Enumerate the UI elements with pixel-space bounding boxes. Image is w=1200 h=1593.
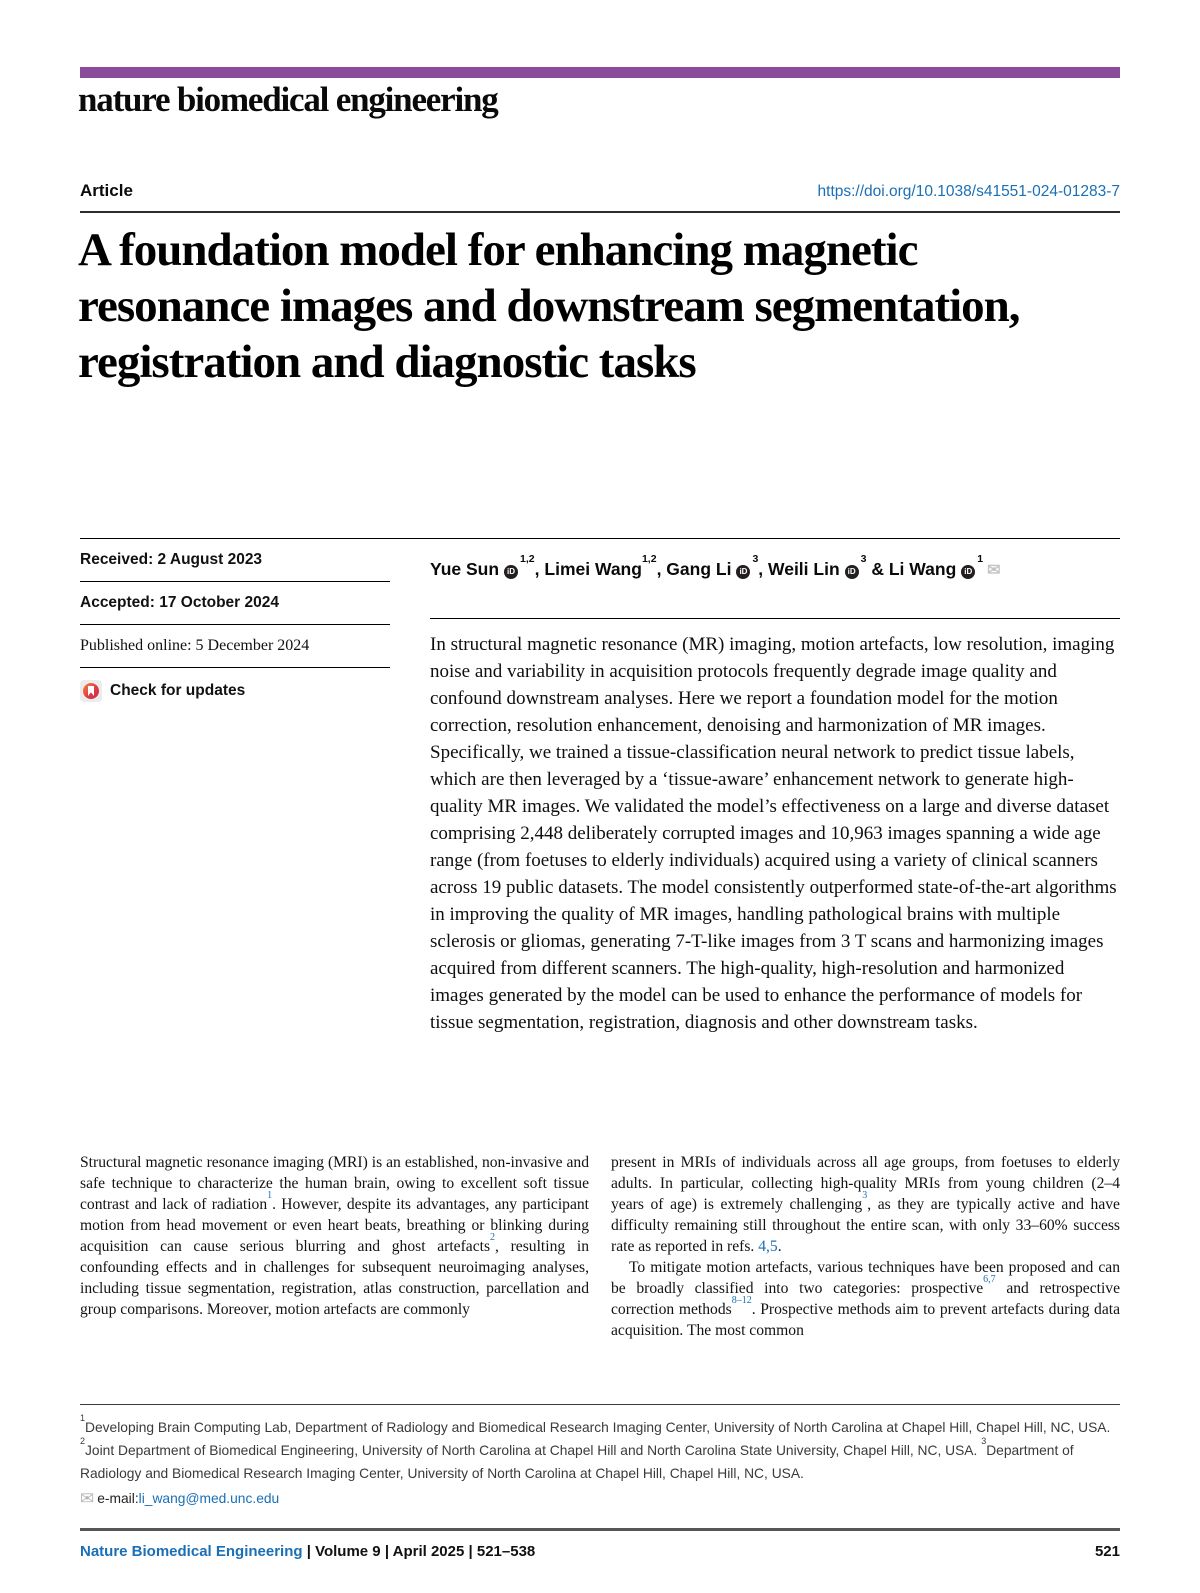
author-name: Li Wang	[888, 558, 957, 579]
footer-citation	[80, 1543, 535, 1560]
email-label: e-mail:	[97, 1491, 139, 1506]
body-paragraph: To mitigate motion artefacts, various techniques have been proposed and can be broadly classified into two categories: prospective$^{6,7}$ and retrospective correction methods$^{8-12}$. Prospective methods aim to prevent artefacts during data acquisition. The most common	[611, 1259, 1120, 1339]
body-paragraph: present in MRIs of individuals across all age groups, from foetuses to elderly adults. In particular, collecting high-quality MRIs from young children (2–4 years of age) is extremely challenging$^3$, as they are typically active and have difficulty remaining still throughout the entire scan, with only 33–60% success rate as reported in refs. 4,5.	[611, 1154, 1120, 1255]
journal-logo: nature biomedical engineering	[78, 80, 498, 119]
affiliation-text-segment: Developing Brain Computing Lab, Department of Radiology and Biomedical Research Imaging Center, University of North Carolina at Chapel Hill, Chapel Hill, NC, USA.	[85, 1420, 1111, 1435]
metadata-panel	[80, 538, 1120, 1036]
affiliations-text	[80, 1413, 1120, 1485]
footer-volume-info: | Volume 9 | April 2025 | 521–538	[302, 1543, 536, 1560]
check-updates-badge[interactable]	[80, 668, 390, 714]
citation-ref[interactable]: 6,7	[983, 1273, 996, 1285]
orcid-icon[interactable]: iD	[961, 565, 975, 579]
check-updates-label: Check for updates	[110, 682, 246, 699]
affiliation-text-segment: Department of Radiology and Biomedical Research Imaging Center, University of North Carolina at Chapel Hill, Chapel Hill, NC, USA.	[80, 1443, 1074, 1481]
citation-ref[interactable]: 1	[267, 1189, 273, 1201]
orcid-icon[interactable]: iD	[845, 565, 859, 579]
published-row: Published online: 5 December 2024	[80, 625, 390, 668]
page-number: 521	[1094, 1543, 1120, 1560]
citation-ref[interactable]: 2	[490, 1231, 496, 1243]
accepted-row: Accepted: 17 October 2024	[80, 582, 390, 625]
affiliation-text-segment: Joint Department of Biomedical Engineering, University of North Carolina at Chapel Hill and North Carolina State University, Chapel Hill, NC, USA.	[85, 1443, 982, 1458]
footnote-panel	[80, 1404, 1120, 1510]
header-rule	[80, 211, 1120, 213]
citation-ref[interactable]: 8–12	[731, 1294, 752, 1306]
article-type-label: Article	[80, 181, 133, 200]
corresponding-envelope-icon[interactable]: ✉	[987, 561, 1001, 579]
body-column-right	[611, 1152, 1120, 1341]
author-name: Yue Sun	[430, 558, 500, 579]
author-affiliation-sup: 1	[977, 553, 984, 565]
body-paragraph: Structural magnetic resonance imaging (MRI) is an established, non-invasive and safe technique to characterize the human brain, owing to excellent soft tissue contrast and lack of radiation$^1$. However, despite its advantages, any participant motion from head movement or even heart beats, breathing or blinking during acquisition can cause serious blurring and ghost artefacts$^2$, resulting in confounding effects and in challenges for subsequent neuroimaging analyses, including tissue segmentation, registration, atlas construction, parcellation and group comparisons. Moreover, motion artefacts are commonly	[80, 1154, 590, 1318]
affiliation-sup: 1	[80, 1413, 86, 1424]
authors-line: Yue Sun iD$^{1,2}$, Limei Wang$^{1,2}$, Gang Li $iD^3$, Weili Lin $iD^3$ & Li Wang $iD^1✉$	[430, 553, 1001, 579]
affiliation-sup: 3	[981, 1436, 987, 1447]
envelope-icon: ✉	[80, 1489, 95, 1508]
email-link[interactable]: li_wang@med.unc.edu	[138, 1491, 280, 1506]
footer	[80, 1528, 1120, 1560]
author-name: Weili Lin	[768, 558, 840, 579]
footer-journal-link[interactable]: Nature Biomedical Engineering	[80, 1543, 303, 1560]
abstract-text: In structural magnetic resonance (MR) imaging, motion artefacts, low resolution, imaging noise and variability in acquisition protocols frequently degrade image quality and confound downstream analyses. Here we report a foundation model for the motion correction, resolution enhancement, denoising and harmonization of MR images. Specifically, we trained a tissue-classification neural network to predict tissue labels, which are then leveraged by a ‘tissue-aware’ enhancement network to generate high-quality MR images. We validated the model’s effectiveness on a large and diverse dataset comprising 2,448 deliberately corrupted images and 10,963 images spanning a wide age range (from foetuses to elderly individuals) acquired using a variety of clinical scanners across 19 public datasets. The model consistently outperformed state-of-the-art algorithms in improving the quality of MR images, handling pathological brains with multiple sclerosis or gliomas, generating 7-T-like images from 3 T scans and harmonizing images acquired from different scanners. The high-quality, high-resolution and harmonized images generated by the model can be used to enhance the performance of models for tissue segmentation, registration, diagnosis and other downstream tasks.	[430, 633, 1117, 1033]
article-title: A foundation model for enhancing magnetic resonance images and downstream segmentation, registration and diagnostic tasks	[78, 224, 1020, 388]
received-row: Received: 2 August 2023	[80, 539, 390, 582]
author-affiliation-sup: 1,2	[520, 553, 535, 565]
doi-link[interactable]: https://doi.org/10.1038/s41551-024-01283-7	[817, 183, 1120, 200]
body-column-left	[80, 1152, 589, 1341]
author-affiliation-sup: 3	[752, 553, 759, 565]
crossmark-icon	[80, 680, 102, 702]
masthead-accent-bar	[80, 67, 1120, 78]
citation-ref[interactable]: 3	[862, 1189, 868, 1201]
body-columns	[80, 1152, 1120, 1341]
reference-link[interactable]: 4,5	[758, 1238, 778, 1255]
article-header-row	[80, 181, 1120, 201]
author-affiliation-sup: 1,2	[641, 553, 657, 565]
author-name: Limei Wang	[544, 558, 642, 579]
dates-panel	[80, 539, 390, 1036]
author-name: Gang Li	[666, 558, 732, 579]
email-row	[80, 1487, 1120, 1510]
affiliation-sup: 2	[80, 1436, 86, 1447]
abstract-panel	[430, 539, 1120, 1036]
orcid-icon[interactable]: iD	[736, 565, 750, 579]
author-affiliation-sup: 3	[860, 553, 867, 565]
orcid-icon[interactable]: iD	[504, 565, 518, 579]
abstract	[430, 618, 1120, 1036]
